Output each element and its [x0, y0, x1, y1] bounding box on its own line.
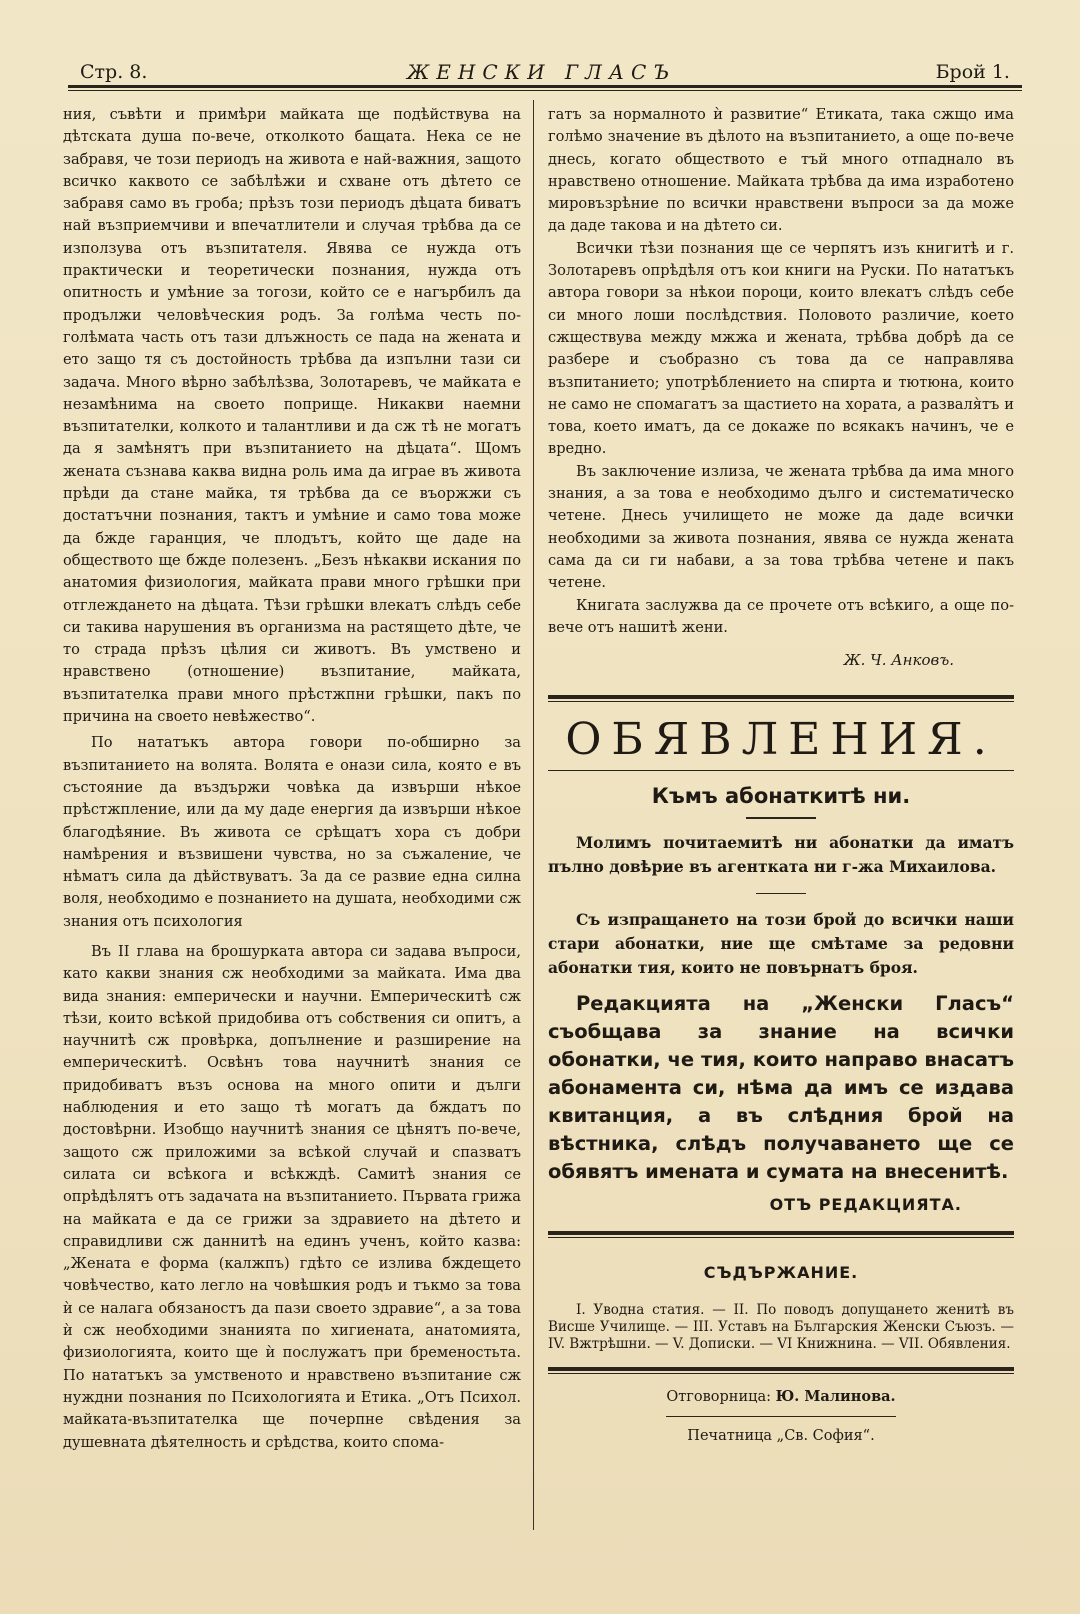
- article-paragraph: гатъ за нормалното ѝ развитие“ Етиката, така сжщо има голѣмо значение въ дѣлото на възпитанието, а още по-вече днесь, когато обществото е тъй много отпаднало въ нравствено отношение. Майката трѣбва да има изработено мировъзрѣние по всички нравствени въпроси за да може да даде такова и на дѣтето си.: [548, 106, 1014, 235]
- left-column: [63, 104, 521, 1454]
- header-rule-thin: [68, 90, 1022, 91]
- article-paragraph: Въ заключение излиза, че жената трѣбва да има много знания, а за това е необходимо дълго и систематическо четене. Днесь училището не може да даде всички необходими за живота познания, явява се нужда жената сама да си ги набави, а за това трѣбва четене и пакъ четене.: [548, 462, 1014, 592]
- from-editorial: ОТЪ РЕДАКЦИЯТА.: [769, 1195, 962, 1215]
- imprint-rule: [666, 1416, 896, 1417]
- newspaper-title: ЖЕНСКИ ГЛАСЪ: [406, 60, 677, 84]
- article-paragraph: Всички тѣзи познания ще се черпятъ изъ книгитѣ и г. Золотаревъ опрѣдѣля отъ кои книги на Руски. По нататъкъ автора говори за нѣкои пороци, които влекатъ слѣдъ себе си много лоши послѣдствия. Половото различие, което сжществува между мжжа и жената, трѣбва добрѣ да се разбере и съобразно съ това да се направлява възпитанието; употрѣблението на спирта и тютюна, които не само не спомагатъ за щастието на хората, а разваля̀тъ и това, което иматъ, да се докаже по всякакъ начинъ, че е вредно.: [548, 239, 1014, 458]
- article-paragraph: ния, съвѣти и примѣри майката ще подѣйствува на дѣтската душа по-вече, отколкото бащата. Нека се не забравя, че този периодъ на живота е най-важния, защото всичко каквото се забѣлѣжи и схване отъ дѣтето се забравя само въ гроба; прѣзъ този периодъ дѣцата биватъ най възприемчиви и впечатлители и случая трѣбва да се използува отъ възпитателя. Явява се нужда отъ практически и теоретически познания, нужда отъ опитность и умѣние за тогози, който се е нагърбилъ да продължи человѣческия родъ. За голѣма честь по-голѣмата часть отъ тази длъжность се пада на жената и ето защо тя съ достойность трѣбва да изпълни тази си задача. Много вѣрно забѣлѣзва, Золотаревъ, че майката е незамѣнима на своето поприще. Никакви наемни възпитателки, колкото и талантливи и да сж тѣ не могатъ да я замѣнятъ при възпитанието на дѣцата“. Щомъ жената съзнава каква видна роль има да играе въ живота прѣди да стане майка, тя трѣбва да се въоржжи съ достатъчни познания, тактъ и умѣние и само това може да бжде гаранция, че плодътъ, който ще даде на обществото ще бжде полезенъ. „Безъ нѣкакви искания по анатомия физиология, майката прави много грѣшки при отглеждането на дѣцата. Тѣзи грѣшки влекатъ слѣдъ себе си такива нарушения въ организма на растящето дѣте, че то страда прѣзъ цѣлия си животъ. Въ умствено и нравствено (отношение) възпитание, майката, възпитателка прави много прѣстжпни грѣшки, пакъ по причина на своето невѣжество“.: [63, 106, 521, 726]
- right-column: [548, 104, 1014, 1448]
- ads-title-rule: [548, 770, 1014, 771]
- printer-line: Печатница „Св. София“.: [687, 1428, 875, 1445]
- ad-notice: Молимъ почитаемитѣ ни абонатки да иматъ пълно довѣрие въ агентката ни г-жа Михаилова.: [548, 833, 1014, 877]
- contents-title: СЪДЪРЖАНИЕ.: [703, 1262, 859, 1282]
- ads-title: ОБЯВЛЕНИЯ.: [565, 714, 997, 766]
- bottom-rule: [548, 1367, 1014, 1371]
- ads-subheading: Къмъ абонаткитѣ ни.: [651, 784, 911, 809]
- editorial-notice: Редакцията на „Женски Гласъ“ съобщава за знание на всички обонатки, че тия, които направо внасатъ абонамента си, нѣма да имъ се издава квитанция, а въ слѣдния брой на вѣстника, слѣдъ получаването ще се обявятъ имената и сумата на внесенитѣ.: [548, 992, 1014, 1184]
- contents-list: I. Уводна статия. — II. По поводъ допущането женитѣ въ Висше Училище. — III. Уставъ на Българския Женски Съюзъ. — IV. Вжтрѣшни. — V. Дописки. — VI Книжнина. — VII. Обявления.: [548, 1302, 1014, 1353]
- editor-label: Отговорница:: [666, 1389, 771, 1406]
- contents-rule: [548, 1231, 1014, 1235]
- column-divider: [533, 100, 534, 1530]
- article-signature: Ж. Ч. Анковъ.: [843, 651, 954, 670]
- dash-separator: [756, 893, 806, 894]
- article-paragraph: Въ II глава на брошурката автора си задава въпроси, като какви знания сж необходими за майката. Има два вида знания: емперически и научни. Емперическитѣ сж тѣзи, които всѣкой придобива отъ собствения си опитъ, а научнитѣ сж провѣрка, допълнение и разширение на емперическитѣ. Освѣнъ това научнитѣ знания се придобиватъ възъ основа на много опити и дълги наблюдения и ето защо тѣ могатъ да бждатъ по достовѣрни. Изобщо научнитѣ знания се цѣнятъ по-вече, защото сж приложими за всѣкой случай и спазватъ силата си всѣкога и всѣкждѣ. Самитѣ знания се опрѣдѣлятъ отъ задачата на възпитанието. Първата грижа на майката е да се грижи за здравието на дѣтето и справидливи сж даннитѣ на единъ ученъ, който казва: „Жената е форма (калжпъ) гдѣто се излива бждещето човѣчество, като легло на човѣшкия родъ и тъкмо за това ѝ се налага обязаностъ да пази своето здравие“, а за това ѝ сж необходими знанията по хигиената, анатомията, физиологията, които ще ѝ послужатъ при бременостьта. По нататъкъ за умственото и нравствено възпитание сж нуждни познания по Психологията и Етика. „Отъ Психол. майката-възпитателка ще почерпне свѣдения за душевната дѣятелность и срѣдства, които спома-: [63, 942, 521, 1451]
- header-rule: [68, 85, 1022, 88]
- page-number: Стр. 8.: [80, 61, 148, 83]
- article-paragraph: Книгата заслужва да се прочете отъ всѣкиго, а още по-вече отъ нашитѣ жени.: [548, 596, 1014, 636]
- ad-notice: Съ изпращането на този брой до всички наши стари абонатки, ние ще смѣтаме за редовни абонатки тия, които не повърнатъ броя.: [548, 910, 1014, 978]
- bottom-rule-thin: [548, 1373, 1014, 1374]
- ads-rule-thin: [548, 701, 1014, 702]
- ads-rule: [548, 695, 1014, 699]
- editor-line: [548, 1386, 1014, 1408]
- issue-number: Брой 1.: [935, 61, 1010, 83]
- editor-name: Ю. Малинова.: [775, 1388, 896, 1406]
- contents-rule-thin: [548, 1237, 1014, 1238]
- dash-separator: [746, 817, 816, 819]
- article-paragraph: По нататъкъ автора говори по-обширно за възпитанието на волята. Волята е онази сила, която е въ състояние да въздържи човѣка да извърши нѣкое прѣстжпление, или да му даде енергия да извърши нѣкое благодѣяние. Въ живота се срѣщатъ хора съ добри намѣрения и възвишени чувства, но за съжаление, че нѣматъ сила да дѣйствуватъ. За да се развие една силна воля, необходимо е познанието на душата, необходими сж знания отъ психология: [63, 734, 521, 930]
